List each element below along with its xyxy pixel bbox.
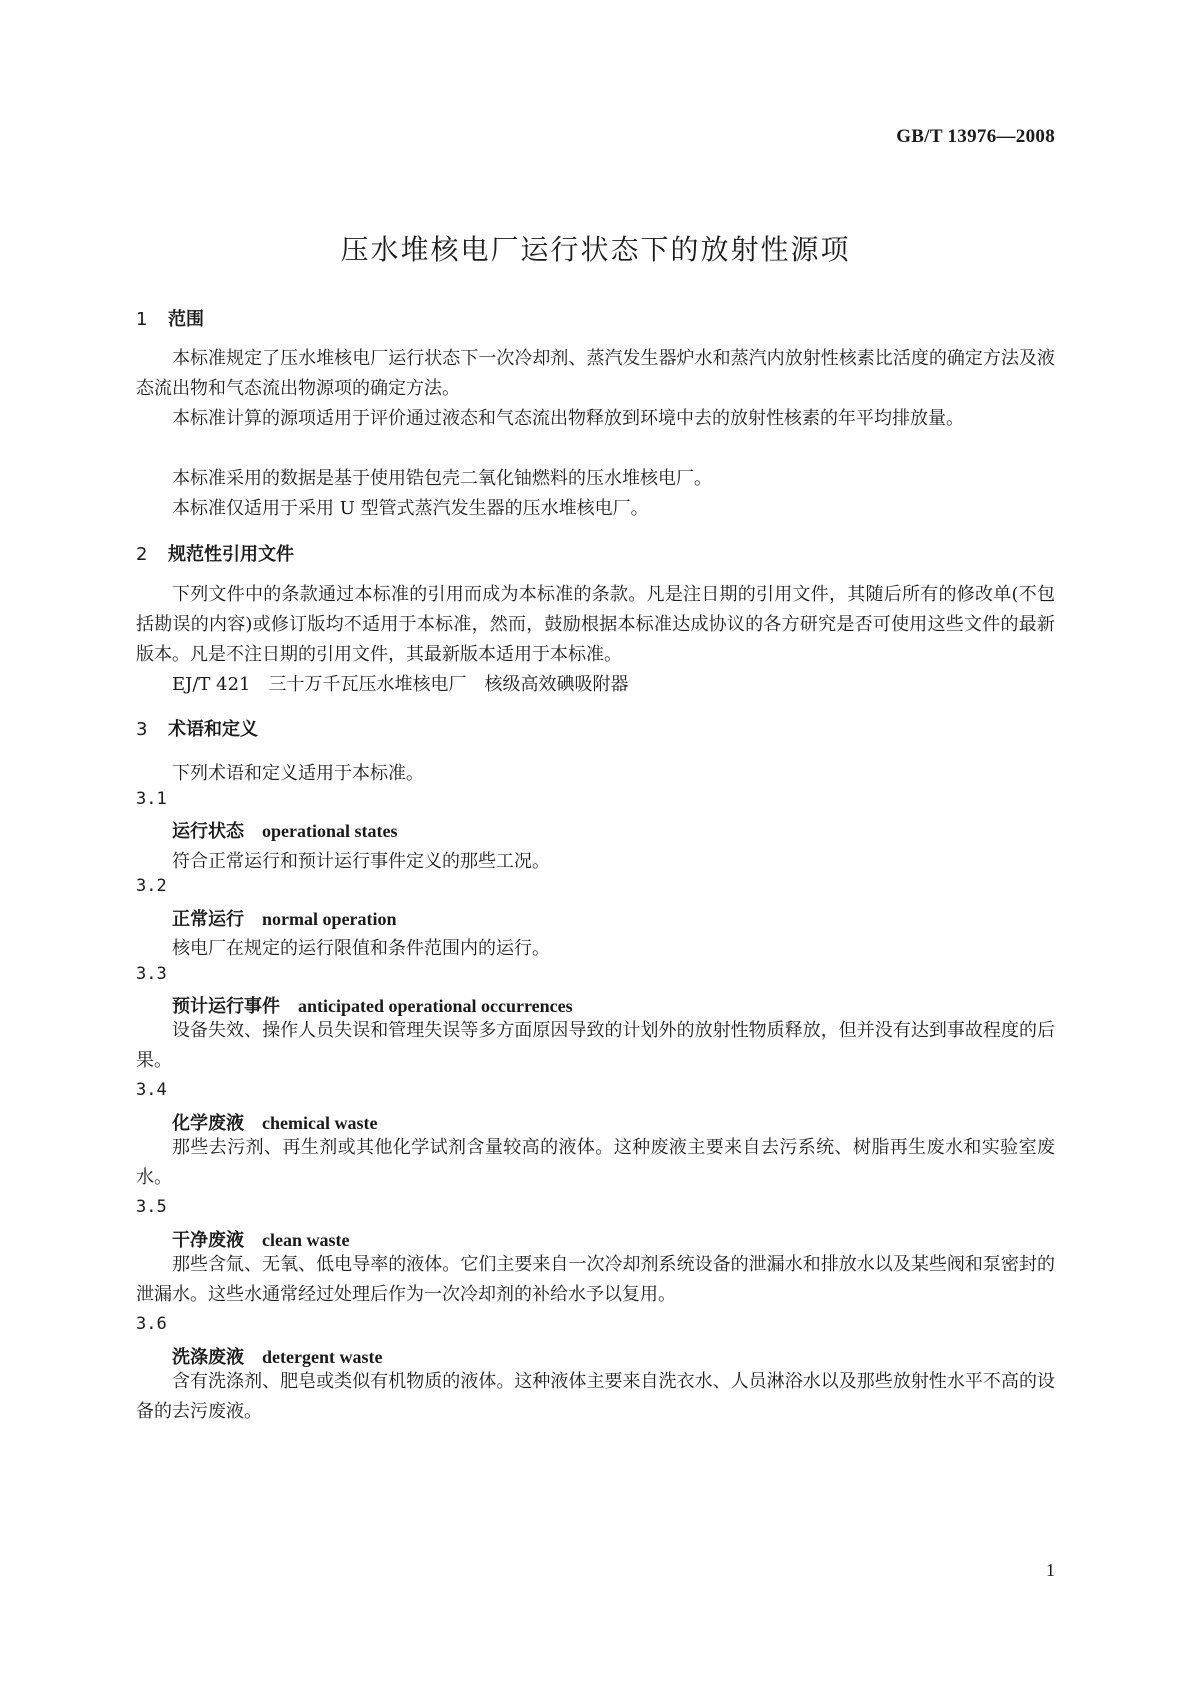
term-title <box>172 1343 382 1369</box>
term-en: operational states <box>262 821 398 841</box>
term-zh: 预计运行事件 <box>172 996 280 1017</box>
terms-intro: 下列术语和定义适用于本标准。 <box>172 763 424 784</box>
term-zh: 正常运行 <box>172 909 244 930</box>
section-title: 术语和定义 <box>168 719 258 740</box>
section-number: 3 <box>136 719 148 740</box>
section-number: 1 <box>136 309 148 330</box>
section-heading-2 <box>136 540 294 566</box>
term-zh: 化学废液 <box>172 1113 244 1134</box>
term-definition: 符合正常运行和预计运行事件定义的那些工况。 <box>172 851 550 872</box>
section-title: 范围 <box>168 309 204 330</box>
term-number: 3.6 <box>136 1314 167 1334</box>
term-en: clean waste <box>262 1230 350 1250</box>
term-title <box>172 1109 377 1135</box>
scope-paragraph-4: 本标准仅适用于采用 U 型管式蒸汽发生器的压水堆核电厂。 <box>172 498 649 519</box>
term-zh: 运行状态 <box>172 821 244 842</box>
term-definition: 那些去污剂、再生剂或其他化学试剂含量较高的液体。这种废液主要来自去污系统、树脂再生废水和实验室废水。 <box>136 1137 1055 1188</box>
term-title <box>172 1226 349 1252</box>
term-definition: 设备失效、操作人员失误和管理失误等多方面原因导致的计划外的放射性物质释放，但并没有达到事故程度的后果。 <box>136 1020 1055 1071</box>
term-title <box>172 817 397 843</box>
term-title <box>172 905 397 931</box>
term-definition: 含有洗涤剂、肥皂或类似有机物质的液体。这种液体主要来自洗衣水、人员淋浴水以及那些放射性水平不高的设备的去污废液。 <box>136 1371 1055 1422</box>
scope-paragraph-2: 本标准计算的源项适用于评价通过液态和气态流出物释放到环境中去的放射性核素的年平均排放量。 <box>172 408 964 429</box>
references-paragraph: 下列文件中的条款通过本标准的引用而成为本标准的条款。凡是注日期的引用文件，其随后所有的修改单(不包括勘误的内容)或修订版均不适用于本标准，然而，鼓励根据本标准达成协议的各方研究是否可使用这些文件的最新版本。凡是不注日期的引用文件，其最新版本适用于本标准。 <box>136 584 1055 665</box>
scope-paragraph-1: 本标准规定了压水堆核电厂运行状态下一次冷却剂、蒸汽发生器炉水和蒸汽内放射性核素比活度的确定方法及液态流出物和气态流出物源项的确定方法。 <box>136 348 1055 399</box>
standard-code: GB/T 13976—2008 <box>896 126 1055 147</box>
section-number: 2 <box>136 544 148 565</box>
term-en: anticipated operational occurrences <box>298 996 573 1016</box>
term-zh: 洗涤废液 <box>172 1347 244 1368</box>
term-definition: 那些含氚、无氧、低电导率的液体。它们主要来自一次冷却剂系统设备的泄漏水和排放水以及某些阀和泵密封的泄漏水。这些水通常经过处理后作为一次冷却剂的补给水予以复用。 <box>136 1254 1055 1305</box>
term-number: 3.3 <box>136 964 167 984</box>
section-title: 规范性引用文件 <box>168 544 294 565</box>
term-en: normal operation <box>262 909 397 929</box>
term-number: 3.2 <box>136 876 167 896</box>
term-number: 3.1 <box>136 789 167 809</box>
term-en: chemical waste <box>262 1113 378 1133</box>
term-en: detergent waste <box>262 1347 383 1367</box>
page-number: 1 <box>1046 1560 1055 1580</box>
section-heading-3 <box>136 715 258 741</box>
term-number: 3.4 <box>136 1080 167 1100</box>
term-number: 3.5 <box>136 1197 167 1217</box>
term-title <box>172 992 573 1018</box>
section-heading-1 <box>136 305 204 331</box>
term-definition: 核电厂在规定的运行限值和条件范围内的运行。 <box>172 938 550 959</box>
term-zh: 干净废液 <box>172 1230 244 1251</box>
reference-item: EJ/T 421 三十万千瓦压水堆核电厂 核级高效碘吸附器 <box>172 674 629 695</box>
document-title: 压水堆核电厂运行状态下的放射性源项 <box>340 233 851 266</box>
scope-paragraph-3: 本标准采用的数据是基于使用锆包壳二氧化铀燃料的压水堆核电厂。 <box>172 468 712 489</box>
